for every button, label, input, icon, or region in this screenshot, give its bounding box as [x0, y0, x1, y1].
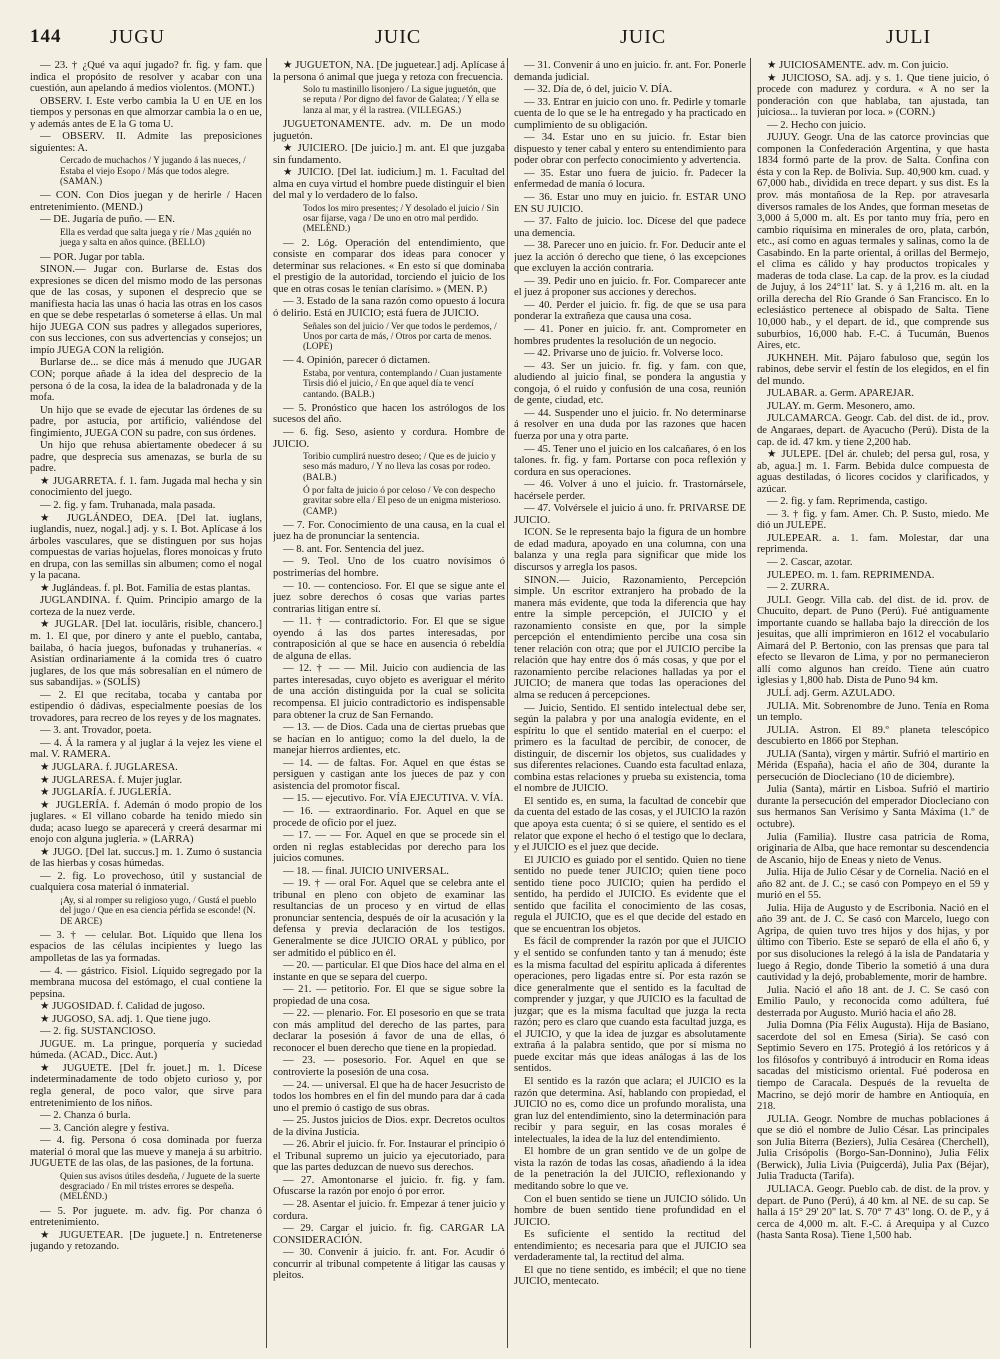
dictionary-entry: — 4. Á la ramera y al juglar á la vejez les viene el mal. V. RAMERA. [30, 737, 262, 761]
dictionary-entry: ★ JUGLÁNDEO, DEA. [Del lat. iuglans, iuglandis, nuez, nogal.] adj. y s. I. Bot. Aplícase á los árboles vasculares, que se distinguen por sus hojas compuestas de varias hojuelas, flores monoicas y fruto en drupa, con las semillas sin albumen; como el nogal y la pacana. [30, 512, 262, 582]
dictionary-entry: JULEPEAR. a. 1. fam. Molestar, dar una reprimenda. [757, 532, 989, 556]
dictionary-entry: — 4. — gástrico. Fisiol. Líquido segregado por la membrana mucosa del estómago, el cual contiene la pepsina. [30, 965, 262, 1000]
verse-quotation: Toribio cumplirá nuestro deseo; / Que es de juicio y seso más maduro, / Y no lleva las cosas por rodeo. (BALB.) [303, 452, 496, 483]
dictionary-entry: JUJUY. Geogr. Una de las catorce provincias que componen la Confederación Argentina, y que hasta 1834 formó parte de la prov. de Salta. Confina con ésta y con la Rep. de Bolivia. Sup. 40,900 km. cuad. y 67,000 hab., dividida en trece depart. y sus dist. Es la prov. más montañosa de la Rep. por atravesarla diversos ramales de los Andes, que forman mesetas de 3,000 á 5,000 m. alt. Es por tanto muy fría, pero en cambio riquísima en minerales de oro, plata, carbón, etc., así como en aguas termales y salinas, como la de Casabindo. En la parte oriental, á orillas del Bermejo, el clima es cálido y hay productos tropicales y maderas de toda clase. La cap. de la prov. es la ciudad de Jujuy, á los 24°11' lat. S. y á 1,216 m. alt. en la orilla derecha del Río Grande ó San Francisco. En lo eclesiástico pertenece al obispado de Salta. Tiene 10,000 hab., y el depart. de id., que comprende sus suburbios, 16,000 hab. F.-C. á Tucumán, Buenos Aires, etc. [757, 132, 989, 352]
verse-quotation: Ella es verdad que salta juega y ríe / Mas ¿quién no juega y salta en años quince. (BELLO) [60, 227, 252, 249]
dictionary-entry: — 2. ZURRA. [767, 582, 830, 594]
dictionary-entry: JULABAR. a. Germ. APAREJAR. [767, 388, 915, 400]
column-rule [507, 58, 508, 1348]
dictionary-entry: ★ JUGOSIDAD. f. Calidad de jugoso. [40, 1001, 205, 1013]
dictionary-entry: JUGUE. m. La pringue, porquería y suciedad húmeda. (ACAD., Dicc. Aut.) [30, 1038, 262, 1062]
dictionary-entry: — DE. Jugaría de puño. — EN. [40, 214, 176, 226]
dictionary-entry: — 8. ant. For. Sentencia del juez. [283, 543, 425, 555]
headword-guide-1: JUGU [110, 26, 166, 48]
dictionary-entry: ★ JUICIOSAMENTE. adv. m. Con juicio. [767, 60, 949, 71]
dictionary-entry: — 35. Estar uno fuera de juicio. fr. Padecer la enfermedad de manía ó locura. [514, 167, 746, 191]
verse-quotation: Todos los miro presentes; / Y desolado el juicio / Sin osar fijarse, vaga / De uno en otro mal perdido. (MELÉND.) [303, 203, 499, 235]
verse-quotation: ¡Ay, si al romper su religioso yugo, / Gustá el pueblo del jugo / Que en esa ciencia pérfida se esconde! (N. DE ARCE) [60, 896, 257, 927]
dictionary-entry: — 42. Privarse uno de juicio. fr. Volverse loco. [524, 348, 724, 360]
dictionary-entry: — 3. ant. Trovador, poeta. [40, 725, 152, 737]
text-column-3 [514, 60, 746, 1350]
dictionary-entry: — 2. Cascar, azotar. [767, 556, 853, 568]
dictionary-entry: ★ JUGUETEAR. [De juguete.] n. Entretenerse jugando y retozando. [30, 1229, 262, 1253]
dictionary-entry: — 2. Lóg. Operación del entendimiento, que consiste en comparar dos ideas para conocer y determinar sus relaciones. « En esto sí que dominaba el prestigio de la autoridad, torciendo el juicio de los que en otras cosas le tenían clarísimo. » (MEN. P.) [273, 237, 505, 295]
verse-quotation: Estaba, por ventura, contemplando / Cuan justamente Tirsis dió el juicio, / En que aquel día te vencí cantando. (BALB.) [303, 368, 502, 400]
dictionary-entry: — 23. † ¿Qué va aquí jugado? fr. fig. y fam. que indica el propósito de resolver y acabar con una cuestión, aun apelando á medios violentos. (MONT.) [30, 60, 262, 95]
dictionary-entry: Es fácil de comprender la razón por que el JUICIO y el sentido se confunden tanto y tan á menudo; éste es la misma facultad del espíritu aplicada á diferentes operaciones, pero ligadas entre sí. Por esta razón se dice generalmente que el sentido es la facultad de comprender y juzgar, y que JUICIO es la facultad de juzgar; que es la misma facultad que juzga la recta razón; pero es claro que cuando esta facultad juzga, es el JUICIO, y que la idea de juzgar es absolutamente extraña á la palabra sentido, que por sí misma no puede excitar más que ideas análogas á las de los sentidos. [514, 936, 746, 1075]
dictionary-entry: — 32. Día de, ó del, juicio V. DÍA. [524, 84, 673, 96]
dictionary-entry: Julia (Familia). Ilustre casa patricia de Roma, originaria de Alba, que hace remontar su descendencia de Ascanio, hijo de Eneas y nieto de Venus. [757, 831, 989, 866]
page-header [30, 26, 986, 52]
dictionary-entry: — 47. Volvérsele el juicio á uno. fr. PRIVARSE DE JUICIO. [514, 503, 746, 526]
dictionary-entry: — 43. Ser un juicio. fr. fig. y fam. con que, aludiendo al juicio final, se pondera la angustia y congoja, ó el ruido y confusión de una cosa, reunión de gente, ciudad, etc. [514, 360, 746, 407]
dictionary-entry: ★ JULEPE. [Del ár. chuleb; del persa gul, rosa, y ab, agua.] m. 1. Farm. Bebida dulce compuesta de aguas destiladas, ó licores cocidos y clarificados, y azúcar. [757, 449, 989, 495]
dictionary-entry: — 2. Hecho con juicio. [767, 119, 866, 131]
dictionary-entry: ★ JUICIOSO, SA. adj. y s. 1. Que tiene juicio, ó procede con madurez y cordura. « A no ser la ponderación con que hablaba, tan ajustada, tan juiciosa... la tuvieran por loca. » (CORN.) [757, 72, 989, 119]
dictionary-entry: — 3. † fig. y fam. Amer. Ch. P. Susto, miedo. Me dió un JULEPE. [757, 508, 989, 532]
text-column-2 [273, 60, 505, 1350]
dictionary-entry: ★ JUGOSO, SA. adj. 1. Que tiene jugo. [40, 1013, 211, 1025]
dictionary-entry: JUGUETONAMENTE. adv. m. De un modo juguetón. [273, 118, 505, 142]
column-rule [750, 58, 751, 1348]
dictionary-entry: JUGLANDINA. f. Quím. Principio amargo de la corteza de la nuez verde. [30, 595, 262, 618]
dictionary-entry: ★ JUGARRETA. f. 1. fam. Jugada mal hecha y sin conocimiento del juego. [30, 475, 262, 499]
dictionary-entry: — 44. Suspender uno el juicio. fr. No determinarse á resolver en una duda por las razones que hacen fuerza por una y otra parte. [514, 407, 746, 442]
dictionary-entry: ★ JUGLERÍA. f. Ademán ó modo propio de los juglares. « El villano cobarde ha tenido miedo sin duda; acaso luego se aparecerá y creerá desarmar mi enojo con alguna juglería. » (LARRA) [30, 799, 262, 846]
dictionary-entry: ★ JUGUETÓN, NA. [De juguetear.] adj. Aplícase á la persona ó animal que juega y retoza con frecuencia. [273, 60, 505, 83]
dictionary-entry: JULIA. Geogr. Nombre de muchas poblaciones á que se dió el nombre de Julio César. Las principales son Julia Biterra (Beziers), Julia Cesárea (Cherchell), Julia Crisópolis (Borgo-San-Donnino), Julia Félix (Berwick), Julia Livia (Puigcerdá), Julia Pax (Béjar), Julia Traducta (Tarifa). [757, 1113, 989, 1183]
headword-guide-3: JUIC [620, 26, 667, 48]
dictionary-entry: ★ JUGLAR. [Del lat. ioculāris, risible, chancero.] m. 1. El que, por dinero y ante el pueblo, cantaba, bailaba, ó hacía juegos, bufonadas y truhanerías. « Asistían ordinariamente á la comida tres ó cuatro juglares, de los que más sobresalían en el número de sus sabandijas. » (SOLÍS) [30, 619, 262, 689]
dictionary-entry: — 16. — extraordinario. For. Aquel en que se procede de oficio por el juez. [273, 805, 505, 829]
dictionary-entry: — 9. Teol. Uno de los cuatro novísimos ó postrimerías del hombre. [273, 556, 505, 580]
dictionary-entry: — 23. — posesorio. For. Aquel en que se controvierte la posesión de una cosa. [273, 1055, 505, 1078]
dictionary-entry: El JUICIO es guiado por el sentido. Quien no tiene sentido no puede tener JUICIO; quien tiene poco sentido tiene poco JUICIO; quien ha perdido el sentido, ha perdido el JUICIO. Es evidente que el sentido que facilita el conocimiento de las cosas, regula el JUICIO, que es el que decide del estado en que se encuentran los objetos. [514, 854, 746, 935]
dictionary-entry: ★ Juglándeas. f. pl. Bot. Familia de estas plantas. [40, 582, 251, 594]
dictionary-entry: — 30. Convenir á juicio. fr. ant. For. Acudir ó concurrir al tribunal competente á litigar las causas y pleitos. [273, 1247, 505, 1282]
dictionary-entry: Un hijo que rehusa abiertamente obedecer á su padre, que desprecia sus amenazas, se burla de su padre. [30, 440, 262, 475]
dictionary-entry: JULI. Geogr. Villa cab. del dist. de id. prov. de Chucuito, depart. de Puno (Perú). Fué antiguamente importante cuando se hallaba bajo la dirección de los jesuitas, que allí imprimieron en 1612 el vocabulario Aimará del P. Bertonio, con las prensas que para tal efecto se llevaron de Lima, y por no permanecieron allí como algunos han creído. Tiene aún cuatro iglesias y 1,800 hab. Dista de Puno 94 km. [757, 594, 989, 687]
dictionary-entry: SINON.— Juicio, Razonamiento, Percepción simple. Un escritor extranjero ha probado de la manera más evidente, que toda la diferencia que hay entre la simple percepción, el JUICIO y el razonamiento consiste en que, por la simple percepción el entendimiento percibe una cosa sin tener relación con otra; que por el JUICIO percibe la relación que hay entre dos ó más cosas, y que por el razonamiento percibe relaciones halladas ya por el JUICIO; de manera que todas las operaciones del alma se reducen á percepciones. [514, 574, 746, 701]
dictionary-entry: El sentido es, en suma, la facultad de concebir que da cuenta del estado de las cosas, y el JUICIO la razón que apoya esta cuenta; ó si se quiere, el sentido es el relator que expone el hecho ó el testigo que lo declara, y el JUICIO es el juez que decide. [514, 795, 746, 854]
dictionary-entry: — Juicio, Sentido. El sentido intelectual debe ser, según la palabra y por una analogía evidente, en el espíritu lo que el sentido material en el cuerpo: el primero es la facultad de percibir, de conocer, de distinguir, de discernir los objetos, sus cualidades y sus diferentes relaciones. Cuando esta facultad enlaza, combina estas relaciones y prueba su existencia, toma el nombre de JUICIO. [514, 702, 746, 795]
dictionary-entry: Julia. Nació el año 18 ant. de J. C. Se casó con Emilio Paulo, y reconocida como adúltera, fué desterrada por Augusto. Murió hacia el año 28. [757, 984, 989, 1019]
dictionary-entry: Con el buen sentido se tiene un JUICIO sólido. Un hombre de buen sentido tiene profundidad en el JUICIO. [514, 1193, 746, 1228]
dictionary-entry: — 12. † — — Mil. Juicio con audiencia de las partes interesadas, cuyo objeto es averiguar el mérito de una acción distinguida por la cual se solicita recompensa. El juicio contradictorio es indispensable para obtener la cruz de San Fernando. [273, 663, 505, 721]
dictionary-entry: — 39. Pedir uno en juicio. fr. For. Comparecer ante el juez á proponer sus acciones y derechos. [514, 275, 746, 299]
verse-quotation: Ó por falta de juicio ó por celoso / Ve con despecho gravitar sobre ella / El peso de un enigma misterioso. (CAMP.) [303, 485, 501, 517]
dictionary-entry: — 33. Entrar en juicio con uno. fr. Pedirle y tomarle cuenta de lo que se le ha entregado y ha practicado en cumplimiento de su obligación. [514, 96, 746, 131]
dictionary-entry: — 29. Cargar el juicio. fr. fig. CARGAR LA CONSIDERACIÓN. [273, 1223, 505, 1246]
column-rule [266, 58, 267, 1348]
dictionary-entry: ★ JUGLARÍA. f. JUGLERÍA. [40, 787, 172, 799]
dictionary-entry: — 2. fig. SUSTANCIOSO. [40, 1026, 156, 1038]
dictionary-entry: — 28. Asentar el juicio. fr. Empezar á tener juicio y cordura. [273, 1199, 505, 1222]
verse-quotation: Cercado de muchachos / Y jugando á las nueces, / Estaba el viejo Esopo / Más que todos alegre. (SAMAN.) [60, 156, 246, 187]
dictionary-entry: — 27. Amontonarse el juicio. fr. fig. y fam. Ofuscarse la razón por enojo ó por error. [273, 1174, 505, 1198]
dictionary-entry: — POR. Jugar por tabla. [40, 251, 145, 263]
dictionary-entry: — 11. † — contradictorio. For. El que se sigue oyendo á las dos partes interesadas, por contraposición al que se hace en ausencia ó rebeldía de alguna de ellas. [273, 616, 505, 662]
dictionary-entry: JULIACA. Geogr. Pueblo cab. de dist. de la prov. y depart. de Puno (Perú), á 40 km. al NE. de su cap. Se halla á 15° 29' 20" lat. S. 70° 7' 43" long. O. de P., y á cerca de 4,000 m. alt. F.-C. á Arequipa y al Cuzco (hasta Santa Rosa). Tiene 1,500 hab. [757, 1183, 989, 1242]
dictionary-entry: — 4. Opinión, parecer ó dictamen. [283, 355, 431, 367]
dictionary-entry: — 10. — contencioso. For. El que se sigue ante el juez sobre derechos ó cosas que varias partes contrarias litigan entre sí. [273, 580, 505, 615]
dictionary-entry: — 24. — universal. El que ha de hacer Jesucristo de todos los hombres en el fin del mundo para dar á cada uno el premio ó castigo de sus obras. [273, 1079, 505, 1114]
dictionary-entry: JUKHNEH. Mit. Pájaro fabuloso que, según los rabinos, debe servir el festín de los elegidos, en el fin del mundo. [757, 352, 989, 387]
dictionary-entry: — CON. Con Dios juegan y de herirle / Hacen entretenimiento. (MEND.) [30, 190, 262, 213]
dictionary-entry: — 31. Convenir á uno en juicio. fr. ant. For. Ponerle demanda judicial. [514, 60, 746, 83]
dictionary-entry: JULEPEO. m. 1. fam. REPRIMENDA. [767, 569, 935, 581]
dictionary-entry: JULIA. Astron. El 89.º planeta telescópico descubierto en 1866 por Stephan. [757, 724, 989, 748]
dictionary-entry: — 5. Por juguete. m. adv. fig. Por chanza ó entretenimiento. [30, 1205, 262, 1229]
dictionary-entry: — 15. — ejecutivo. For. VÍA EJECUTIVA. V. VÍA. [283, 793, 504, 805]
dictionary-entry: — 13. — de Dios. Cada una de ciertas pruebas que se hacían en lo antiguo; como la del duelo, la de manejar hierros ardientes, etc. [273, 722, 505, 757]
dictionary-entry: — 36. Estar uno muy en juicio. fr. ESTAR UNO EN SU JUICIO. [514, 192, 746, 215]
dictionary-entry: Julia Domna (Pía Félix Augusta). Hija de Basiano, sacerdote del sol en Emesa (Siria). Se casó con Septimio Severo en 175. Protegió á los retóricos y á los filósofos y contribuyó á introducir en Roma ideas sacadas del misticismo oriental. Fué poderosa en tiempo de Caracala. Después de la revuelta de Macrino, se dejó morir de hambre en Antioquía, en 218. [757, 1020, 989, 1113]
dictionary-entry: ★ JUICIERO. [De juicio.] m. ant. El que juzgaba sin fundamento. [273, 143, 505, 166]
dictionary-entry: — 20. — particular. El que Dios hace del alma en el instante en que se separa del cuerpo. [273, 960, 505, 983]
dictionary-entry: Es suficiente el sentido la rectitud del entendimiento; es necesaria para que el JUICIO sea verdaderamente tal, la rectitud del alma. [514, 1229, 746, 1264]
headword-guide-4: JULI [886, 26, 932, 48]
dictionary-entry: — 14. — de faltas. For. Aquel en que éstas se persiguen y castigan ante los jueces de paz y con asistencia del promotor fiscal. [273, 757, 505, 792]
dictionary-entry: — 3. Canción alegre y festiva. [40, 1122, 170, 1134]
dictionary-entry: — 25. Justos juicios de Dios. expr. Decretos ocultos de la divina Justicia. [273, 1115, 505, 1138]
dictionary-entry: Julia. Hija de Julio César y de Cornelia. Nació en el año 82 ant. de J. C.; se casó con Pompeyo en el 59 y murió en el 55. [757, 867, 989, 902]
dictionary-entry: El sentido es la razón que aclara; el JUICIO es la razón que determina. Así, hablando con propiedad, el JUICIO no es, como dice un profundo moralista, una gran luz del entendimiento, sino la determinación para recibir y para seguir, en las cosas morales é intelectuales, la idea de la luz del entendimiento. [514, 1076, 746, 1145]
dictionary-entry: — 2. Chanza ó burla. [40, 1110, 131, 1122]
dictionary-entry: — 45. Tener uno el juicio en los calcañares, ó en los talones. fr. fig. y fam. Portarse con poca reflexión y cordura en sus operaciones. [514, 443, 746, 478]
dictionary-entry: ★ JUGO. [Del lat. succus.] m. 1. Zumo ó sustancia de las hierbas y cosas húmedas. [30, 846, 262, 870]
dictionary-entry: El que no tiene sentido, es imbécil; el que no tiene JUICIO, mentecato. [514, 1264, 746, 1288]
dictionary-entry: — 22. — plenario. For. El posesorio en que se trata con más amplitud del derecho de las partes, para declarar la posesión á favor de una de ellas, ó reconocer el buen derecho que tiene en la propiedad. [273, 1008, 505, 1054]
dictionary-entry: — 26. Abrir el juicio. fr. For. Instaurar el principio ó el Tribunal supremo un juicio ya ejecutoriado, para que las partes deduzcan de nuevo sus derechos. [273, 1139, 505, 1174]
text-column-4 [757, 60, 989, 1350]
dictionary-entry: Julia. Hija de Augusto y de Escribonia. Nació en el año 39 ant. de J. C. Se casó con Marcelo, luego con Agripa, de quien tuvo tres hijos y dos hijas, y por último con Tiberio. Este se separó de ella el año 6, y por sus disoluciones la relegó á la isla de Pandataria y luego á Regio, donde Tiberio la sometió á una dura cautividad y la dejó, probablemente, morir de hambre. [757, 902, 989, 984]
dictionary-entry: Burlarse de... se dice más á menudo que JUGAR CON; porque añade á la idea del desprecio de la persona ó de la cosa, la idea de la baladronada y de la mofa. [30, 357, 262, 404]
dictionary-entry: — 37. Falto de juicio. loc. Dícese del que padece una demencia. [514, 216, 746, 239]
dictionary-entry: — 18. — final. JUICIO UNIVERSAL. [283, 865, 449, 877]
dictionary-entry: — 5. Pronóstico que hacen los astrólogos de los sucesos del año. [273, 402, 505, 426]
dictionary-entry: — 46. Volver á uno el juicio. fr. Trastornársele, hacérsele perder. [514, 479, 746, 502]
dictionary-entry: — 3. Estado de la sana razón como opuesto á locura ó delirio. Está en JUICIO; está fuera de JUICIO. [273, 296, 505, 319]
verse-quotation: Señales son del juicio / Ver que todos le perdemos, / Unos por carta de más, / Otros por carta de menos. (LOPE) [303, 321, 497, 353]
dictionary-entry: El hombre de un gran sentido ve de un golpe de vista la razón de todas las cosas, añadiendo á la idea de la penetración la del JUICIO, reflexionando y meditando sobre lo que ve. [514, 1146, 746, 1192]
page-number: 144 [30, 26, 62, 47]
dictionary-entry: Un hijo que se evade de ejecutar las órdenes de su padre, por astucia, por artificio, valiéndose del fingimiento, JUEGA CON su padre, con sus órdenes. [30, 404, 262, 439]
verse-quotation: Quien sus avisos útiles desdeña, / Juguete de la suerte desgraciado / En mil tristes errores se despeña. (MELÉND.) [60, 1171, 260, 1203]
dictionary-entry: ★ JUGLARESA. f. Mujer juglar. [40, 774, 183, 786]
dictionary-entry: ICON. Se le representa bajo la figura de un hombre de edad madura, apoyado en una columna, con una balanza y una regla para significar que mide los discursos y arregla los pasos. [514, 527, 746, 573]
dictionary-entry: JULAY. m. Germ. Mesonero, amo. [767, 400, 916, 412]
dictionary-entry: — 19. † — oral For. Aquel que se celebra ante el tribunal en pleno con objeto de examinar las resultancias de un proceso y en virtud de ellas pronunciar sentencia, después de oír la acusación y la defensa y previa declaración de los testigos. Generalmente se dice JUICIO ORAL y público, por ser admitido el público en él. [273, 878, 505, 959]
dictionary-entry: — 34. Estar uno en su juicio. fr. Estar bien dispuesto y tener cabal y entero su entendimiento para poder obrar con perfecto conocimiento y advertencia. [514, 132, 746, 167]
dictionary-entry: JULCAMARCA. Geogr. Cab. del dist. de id., prov. de Angaraes, depart. de Ayacucho (Perú). Dista de la cap. de id. 47 km. y tiene 2,200 hab. [757, 413, 989, 448]
dictionary-entry: ★ JUICIO. [Del lat. iudicium.] m. 1. Facultad del alma en cuya virtud el hombre puede distinguir el bien del mal y lo verdadero de lo falso. [273, 167, 505, 202]
dictionary-entry: — 17. — — For. Aquel en que se procede sin el orden ni reglas establecidas por derecho para los juicios comunes. [273, 830, 505, 865]
dictionary-entry: — 2. fig. Lo provechoso, útil y sustancial de cualquiera cosa material ó inmaterial. [30, 870, 262, 894]
dictionary-entry: SINON.— Jugar con. Burlarse de. Estas dos expresiones se dicen del mismo modo de las personas que de las cosas, y suponen el desprecio que se manifiesta hacia las unas ó hacia las otras en los casos en que se debe respetarlas ó someterse á ellas. Un mal hijo JUEGA CON sus padres y allegados superiores, con sus lecciones, con sus advertencias y consejos; un impío JUEGA CON la religión. [30, 264, 262, 356]
verse-quotation: Solo tu mastinillo lisonjero / La sigue juguetón, que se reputa / Por digno del favor de Galatea; / Y ella se lanza al mar, y él la rastrea. (VILLEGAS.) [303, 85, 500, 116]
dictionary-entry: — 4. fig. Persona ó cosa dominada por fuerza material ó moral que las mueve y maneja á su arbitrio. JUGUETE de las olas, de las pasiones, de la fortuna. [30, 1135, 262, 1170]
dictionary-entry: — 21. — petitorio. For. El que se sigue sobre la propiedad de una cosa. [273, 984, 505, 1007]
dictionary-entry: — 38. Parecer uno en juicio. fr. For. Deducir ante el juez la acción ó derecho que tiene, ó las excepciones que excluyen la acción contraria. [514, 240, 746, 275]
headword-guide-2: JUIC [375, 26, 422, 48]
text-column-1 [30, 60, 262, 1350]
dictionary-entry: ★ JUGLARA. f. JUGLARESA. [40, 762, 178, 774]
dictionary-entry: JULÍ. adj. Germ. AZULADO. [767, 687, 895, 699]
dictionary-entry: — 2. fig. y fam. Reprimenda, castigo. [767, 496, 928, 508]
dictionary-entry: — 7. For. Conocimiento de una causa, en la cual el juez ha de pronunciar la sentencia. [273, 519, 505, 543]
dictionary-entry: — OBSERV. II. Admite las preposiciones siguientes: A. [30, 131, 262, 154]
dictionary-entry: Julia (Santa), mártir en Lisboa. Sufrió el martirio durante la persecución del emperador Diocleciano con sus hermanos San Verísimo y Santa Máxima (1.º de octubre). [757, 784, 989, 830]
dictionary-entry: — 2. El que recitaba, tocaba y cantaba por estipendio ó dádivas, especialmente poesías de los trovadores, para recreo de los reyes y de los magnates. [30, 689, 262, 724]
dictionary-entry: — 3. † — celular. Bot. Líquido que llena los espacios de las células incipientes y luego las ampolletas de las ya formadas. [30, 929, 262, 965]
dictionary-entry: JULIA. Mit. Sobrenombre de Juno. Tenía en Roma un templo. [757, 700, 989, 724]
dictionary-entry: — 6. fig. Seso, asiento y cordura. Hombre de JUICIO. [273, 426, 505, 450]
dictionary-entry: — 40. Perder el juicio. fr. fig. de que se usa para ponderar la extrañeza que causa una cosa. [514, 299, 746, 323]
dictionary-entry: OBSERV. I. Este verbo cambia la U en UE en los tiempos y personas en que almorzar cambia la o en ue, y además antes de E la G toma U. [30, 95, 262, 130]
dictionary-entry: ★ JUGUETE. [Del fr. jouet.] m. 1. Dícese indeterminadamente de todo objeto curioso y, por regla general, de poco valor, que sirve para entretenimiento de los niños. [30, 1062, 262, 1109]
dictionary-entry: — 41. Poner en juicio. fr. ant. Comprometer en hombres prudentes la resolución de un negocio. [514, 324, 746, 347]
dictionary-entry: JULIA (Santa), virgen y mártir. Sufrió el martirio en Mérida (España), hacia el año de 304, durante la persecución de Diocleciano (10 de diciembre). [757, 748, 989, 783]
dictionary-entry: — 2. fig. y fam. Truhanada, mala pasada. [40, 499, 216, 511]
